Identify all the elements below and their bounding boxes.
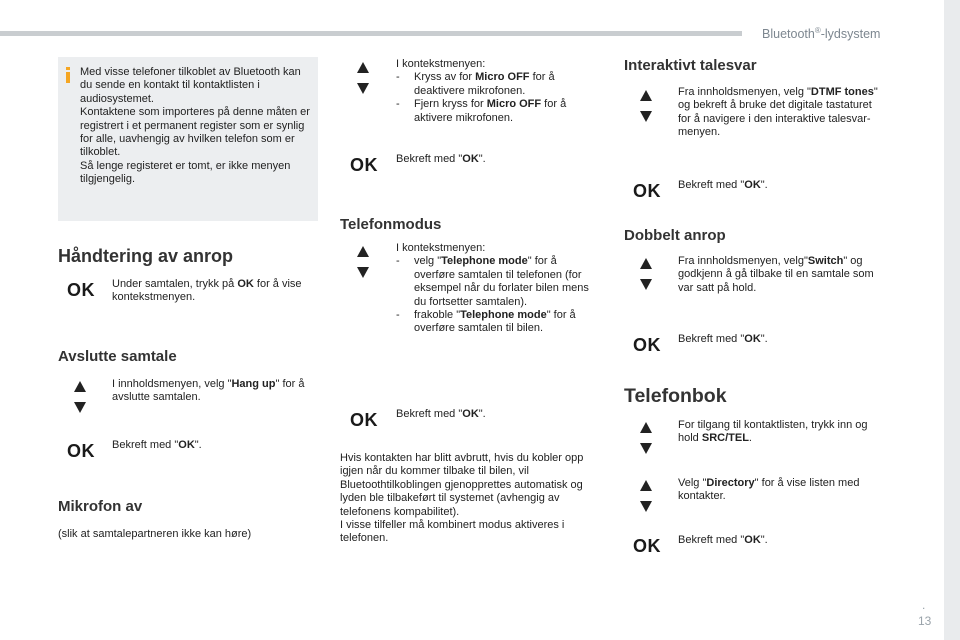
phonebook-access-text: For tilgang til kontaktlisten, trykk inn og hold SRC/TEL. [678, 419, 868, 445]
heading-mic-off: Mikrofon av [58, 498, 143, 515]
section-title: Bluetooth®-lydsystem [762, 26, 881, 42]
heading-phone-mode: Telefonmodus [340, 216, 442, 233]
heading-phonebook: Telefonbok [624, 385, 727, 407]
ok-icon: OK [633, 181, 661, 201]
page-edge-tab [944, 0, 960, 640]
up-down-arrows-icon [355, 246, 371, 280]
ok-icon: OK [350, 410, 378, 430]
phone-mode-confirm: Bekreft med "OK". [396, 408, 486, 420]
up-down-arrows-icon [638, 90, 654, 124]
voice-response-confirm: Bekreft med "OK". [678, 179, 768, 191]
up-down-arrows-icon [355, 62, 371, 96]
voice-response-text: Fra innholdsmenyen, velg "DTMF tones" og bekreft å bruke det digitale tastaturet for å navigere i den interaktive talesvar-menyen. [678, 86, 878, 139]
info-note [58, 57, 318, 221]
phone-mode-paragraph: Hvis kontakten har blitt avbrutt, hvis du kobler opp igjen når du kommer tilbake til bilen, vil Bluetoothtilkoblingen gjenopprettes automatisk og lyden ble tilbakeført til systemet (avhengig av telefonens kompabilitet). I visse tilfeller må kombinert modus aktiveres i telefonen. [340, 452, 584, 545]
info-note-text: Med visse telefoner tilkoblet av Bluetooth kan du sende en kontakt til kontaktlisten i audiosystemet. Kontaktene som importeres på denne måten er registrert i et permanent register som er synlig for alle, uavhengig av hvilken telefon som er tilkoblet. Så lenge registeret er tomt, er ikke menyen tilgjengelig. [80, 66, 310, 186]
page-marker: . [922, 598, 926, 612]
page-number: 13 [918, 614, 932, 628]
ok-icon: OK [633, 536, 661, 556]
double-call-text: Fra innholdsmenyen, velg"Switch" og godkjenn å gå tilbake til en samtale som var satt på hold. [678, 255, 874, 294]
heading-double-call: Dobbelt anrop [624, 227, 726, 244]
handling-text: Under samtalen, trykk på OK for å vise kontekstmenyen. [112, 278, 302, 304]
ok-icon: OK [67, 280, 95, 300]
up-down-arrows-icon [72, 381, 88, 415]
mic-off-note: (slik at samtalepartneren ikke kan høre) [58, 528, 252, 540]
ok-icon: OK [350, 155, 378, 175]
up-down-arrows-icon [638, 480, 654, 514]
mic-confirm: Bekreft med "OK". [396, 153, 486, 165]
phone-mode-text: I kontekstmenyen: - velg "Telephone mode" for å overføre samtalen til telefonen (for eksempel når du forlater bilen mens du fortsetter samtalen). - frakoble "Telephone mode" for å overføre samtalen til bilen. [396, 242, 589, 335]
double-call-confirm: Bekreft med "OK". [678, 333, 768, 345]
mic-menu-text: I kontekstmenyen: - Kryss av for Micro OFF for å deaktivere mikrofonen. - Fjern kryss for Micro OFF for å aktivere mikrofonen. [396, 58, 567, 124]
phonebook-confirm: Bekreft med "OK". [678, 534, 768, 546]
end-call-confirm: Bekreft med "OK". [112, 439, 202, 451]
heading-call-handling: Håndtering av anrop [58, 246, 234, 266]
up-down-arrows-icon [638, 422, 654, 456]
end-call-text: I innholdsmenyen, velg "Hang up" for å avslutte samtalen. [112, 378, 305, 404]
info-icon [66, 67, 70, 83]
heading-end-call: Avslutte samtale [58, 348, 177, 365]
up-down-arrows-icon [638, 258, 654, 292]
phonebook-directory-text: Velg "Directory" for å vise listen med kontakter. [678, 477, 860, 503]
header-rule [0, 31, 742, 36]
ok-icon: OK [67, 441, 95, 461]
heading-voice-response: Interaktivt talesvar [624, 57, 757, 74]
ok-icon: OK [633, 335, 661, 355]
